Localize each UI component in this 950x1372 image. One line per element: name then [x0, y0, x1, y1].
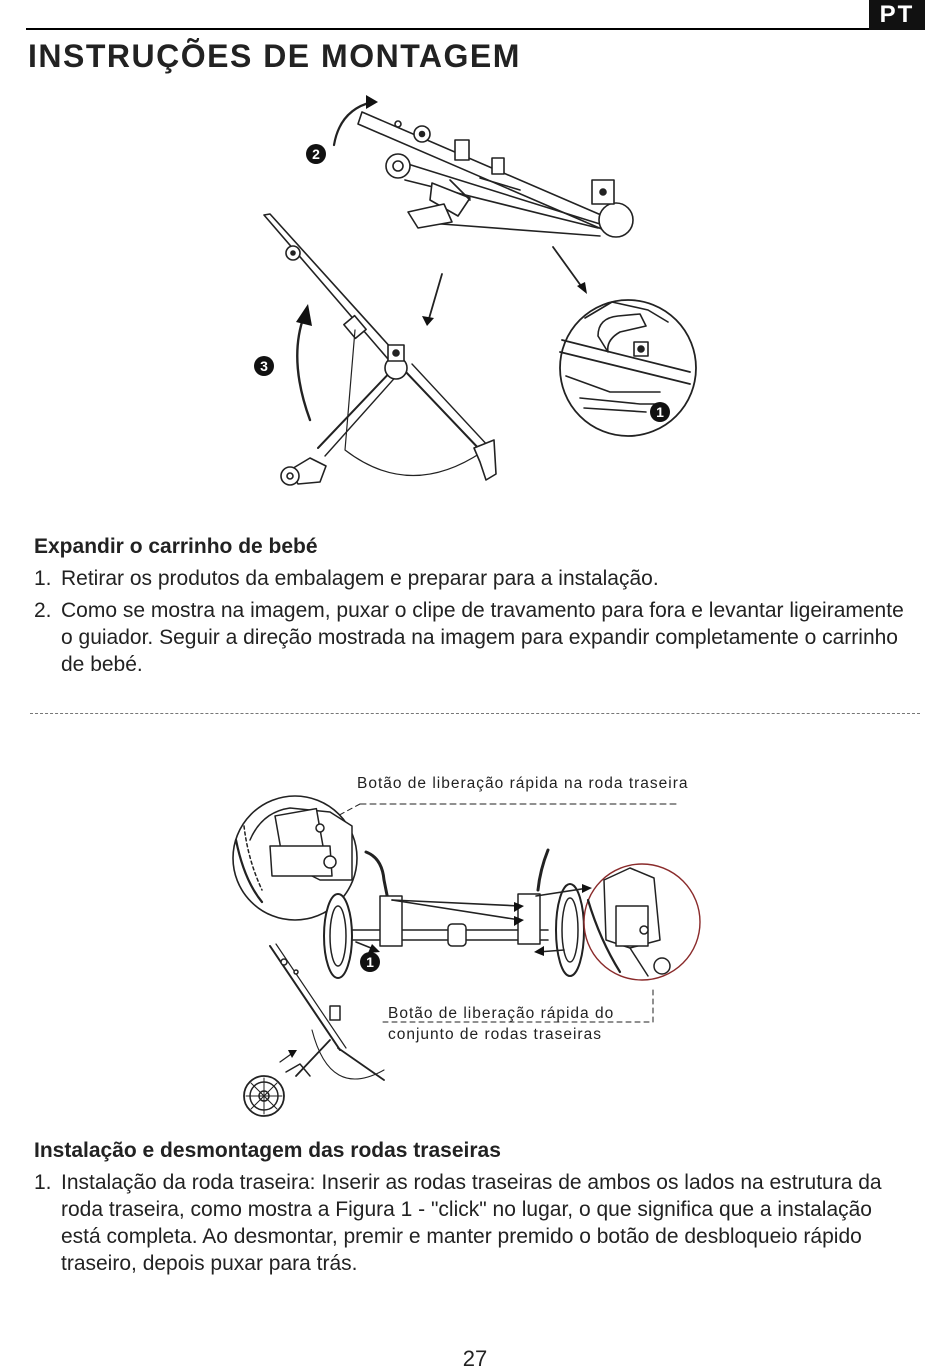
- callout-line-1: Botão de liberação rápida do: [388, 1005, 615, 1022]
- step-badge-1: 1: [656, 404, 664, 420]
- step-number: 1.: [34, 567, 52, 590]
- list-item: [34, 565, 914, 592]
- step-badge-1: 1: [366, 954, 374, 970]
- unfolding-stroller-drawing: [264, 214, 496, 485]
- page-title: INSTRUÇÕES DE MONTAGEM: [28, 38, 521, 74]
- section-divider: [30, 713, 920, 714]
- expand-steps-list: [34, 565, 914, 683]
- step-text: Como se mostra na imagem, puxar o clipe de travamento para fora e levantar ligeiramente o guiador. Seguir a direção mostrada na imagem para expandir completamente o carrinho de bebé.: [61, 599, 904, 676]
- stroller-with-wheel-drawing: [244, 944, 384, 1116]
- wheels-steps-list: [34, 1169, 904, 1282]
- lock-clip-detail: [560, 300, 696, 436]
- header-rule: [26, 28, 870, 30]
- diagonal-arrow: [553, 247, 584, 290]
- rear-set-button-detail: [584, 864, 700, 980]
- section-heading-expand: Expandir o carrinho de bebé: [34, 535, 318, 558]
- step-text: Instalação da roda traseira: Inserir as rodas traseiras de ambos os lados na estrutura da roda traseira, como mostra a Figura 1 - "click" no lugar, o que significa que a instalação está completa. Ao desmontar, premir e manter premido o botão de desbloqueio rápido traseiro, depois puxar para trás.: [61, 1171, 882, 1275]
- rotate-arrow-3: [297, 316, 310, 420]
- step-badge-3: 3: [260, 358, 268, 374]
- callout-rear-set-button: [388, 1003, 614, 1045]
- section-heading-wheels: Instalação e desmontagem das rodas traseiras: [34, 1139, 501, 1162]
- down-arrow: [428, 274, 442, 322]
- list-item: [34, 597, 914, 678]
- step-number: 2.: [34, 599, 52, 622]
- language-tab: PT: [869, 0, 925, 30]
- step-badge-2: 2: [312, 146, 320, 162]
- folded-stroller-drawing: [358, 112, 633, 237]
- step-text: Retirar os produtos da embalagem e preparar para a instalação.: [61, 567, 659, 590]
- callout-rear-wheel-button: Botão de liberação rápida na roda traseira: [357, 775, 689, 792]
- page-number: 27: [462, 1346, 488, 1371]
- list-item: [34, 1169, 904, 1277]
- step-number: 1.: [34, 1171, 52, 1194]
- stroller-unfold-illustration: [240, 90, 710, 500]
- rear-wheel-illustration: [230, 790, 710, 1120]
- callout-line-2: conjunto de rodas traseiras: [388, 1026, 602, 1043]
